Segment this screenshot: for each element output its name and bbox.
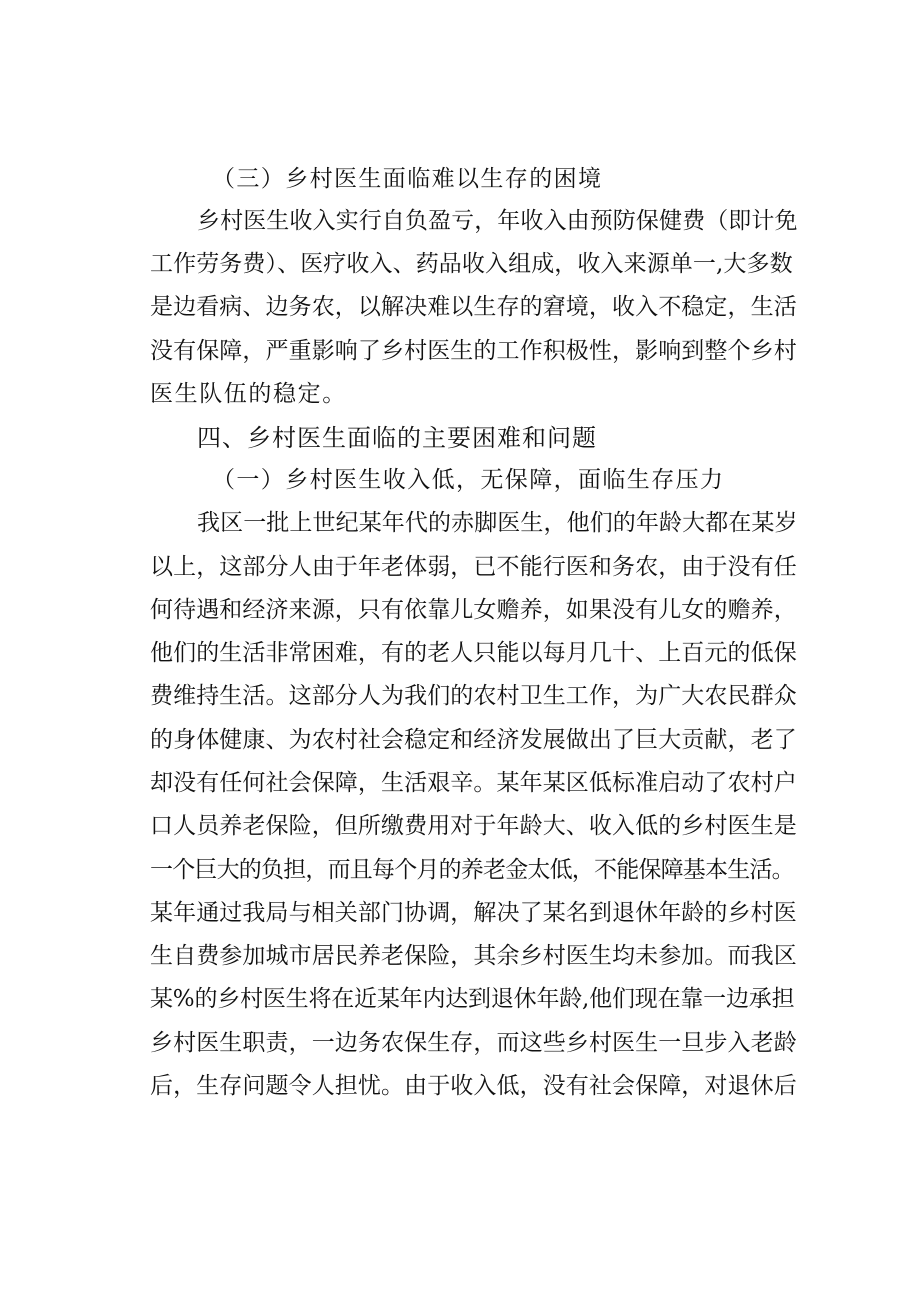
section1-line-5: 费维持生活。这部分人为我们的农村卫生工作，为广大农民群众 <box>150 683 797 709</box>
section1-line-13: 乡村医生职责，一边务农保生存，而这些乡村医生一旦步入老龄 <box>150 1030 797 1056</box>
section1-line-12: 某%的乡村医生将在近某年内达到退休年龄,他们现在靠一边承担 <box>150 986 795 1012</box>
section1-line-9: 一个巨大的负担，而且每个月的养老金太低，不能保障基本生活。 <box>150 857 794 883</box>
section1-line-8: 口人员养老保险，但所缴费用对于年龄大、收入低的乡村医生是 <box>150 813 797 839</box>
section1-line-4: 他们的生活非常困难，有的老人只能以每月几十、上百元的低保 <box>150 640 797 666</box>
section1-line-2: 以上，这部分人由于年老体弱，已不能行医和务农，由于没有任 <box>150 554 797 580</box>
section1-line-11: 生自费参加城市居民养老保险，其余乡村医生均未参加。而我区 <box>150 943 797 969</box>
section1-title: （一）乡村医生收入低，无保障，面临生存压力 <box>212 467 725 493</box>
section1-line-7: 却没有任何社会保障，生活艰辛。某年某区低标准启动了农村户 <box>150 770 797 796</box>
section1-line-10: 某年通过我局与相关部门协调，解决了某名到退休年龄的乡村医 <box>150 900 797 926</box>
chapter4-heading: 四、乡村医生面临的主要困难和问题 <box>197 424 597 452</box>
section3-line-4: 没有保障，严重影响了乡村医生的工作积极性，影响到整个乡村 <box>150 338 797 364</box>
section1-line-6: 的身体健康、为农村社会稳定和经济发展做出了巨大贡献，老了 <box>150 727 797 753</box>
section3-title: （三）乡村医生面临难以生存的困境 <box>212 166 603 192</box>
section1-line-14: 后，生存问题令人担忧。由于收入低，没有社会保障，对退休后 <box>150 1073 797 1099</box>
section3-line-3: 是边看病、边务农，以解决难以生存的窘境，收入不稳定，生活 <box>150 294 797 320</box>
section3-line-1: 乡村医生收入实行自负盈亏，年收入由预防保健费（即计免 <box>197 208 798 234</box>
section1-line-3: 何待遇和经济来源，只有依靠儿女赡养，如果没有儿女的赡养， <box>150 597 797 623</box>
section3-line-5: 医生队伍的稳定。 <box>150 381 347 407</box>
section3-line-2: 工作劳务费）、医疗收入、药品收入组成，收入来源单一,大多数 <box>150 251 793 277</box>
section1-line-1: 我区一批上世纪某年代的赤脚医生，他们的年龄大都在某岁 <box>197 510 798 536</box>
